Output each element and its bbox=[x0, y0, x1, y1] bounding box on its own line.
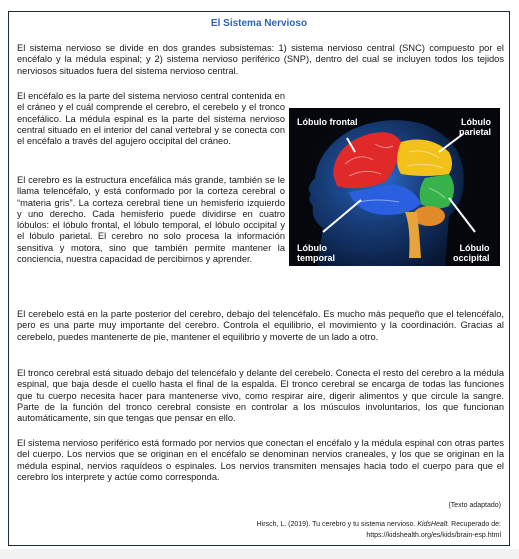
paragraph-tronco-cerebral: El tronco cerebral está situado debajo del telencéfalo y delante del cerebelo. Conecta el resto del cerebro a la médula espinal, que baja desde el cuello hasta el final de la espalda. El tronco cerebral se encarga de todas las funciones que tu cuerpo necesita hacer para mantenerse vivo, como respirar aire, digerir alimentos y que circule la sangre. Parte de la función del tronco cerebral consiste en controlar a los músculos involuntarios, los que funcionan automáticamente, sin que tengas que pensar en ello. bbox=[17, 368, 504, 424]
paragraph-intro: El sistema nervioso se divide en dos grandes subsistemas: 1) sistema nervioso central (SNC) compuesto por el encéfalo y la médula espinal; y 2) sistema nervioso periférico (SNP), dentro del cual se incluyen todos los tejidos nerviosos situados fuera del sistema nervioso central. bbox=[17, 43, 504, 76]
citation-line-1 bbox=[257, 519, 501, 530]
label-temporal-line-2: temporal bbox=[297, 253, 336, 263]
label-parietal-line-2: parietal bbox=[459, 127, 492, 137]
citation-publisher: KidsHealt. bbox=[417, 521, 450, 528]
label-occipital-line-2: occipital bbox=[453, 253, 490, 263]
label-occipital-line-1: Lóbulo bbox=[459, 243, 490, 253]
citation-url: https://kidshealth.org/es/kids/brain-esp.html bbox=[366, 532, 501, 539]
paragraph-encefalo: El encéfalo es la parte del sistema nervioso central contenida en el cráneo y el cuál comprende el cerebro, el cerebelo y el tronco encefálico. La médula espinal es la parte del sistema nervioso central situado en el interior del canal vertebral y se conecta con el encéfalo a través del agujero occipital del cráneo. bbox=[17, 91, 285, 147]
brain-lobes-figure bbox=[289, 108, 500, 266]
label-parietal-line-1: Lóbulo bbox=[461, 117, 492, 127]
page-title: El Sistema Nervioso bbox=[210, 18, 308, 29]
citation bbox=[257, 519, 501, 541]
citation-retrieved: Recuperado de: bbox=[451, 521, 501, 528]
label-lobulo-temporal bbox=[297, 243, 335, 263]
paragraph-cerebelo: El cerebelo está en la parte posterior del cerebro, debajo del telencéfalo. Es mucho más pequeño que el telencéfalo, pero es una parte muy importante del cerebro. Controla el equilibrio, el movimiento y la coordinación. Gracias al cerebelo, puedes mantenerte de pie, mantener el equilibrio y moverte de un lado a otro. bbox=[17, 309, 504, 342]
label-lobulo-frontal: Lóbulo frontal bbox=[297, 117, 358, 127]
citation-text: Hirsch, L. (2019). Tu cerebro y tu sistema nervioso. bbox=[256, 521, 416, 528]
label-temporal-line-1: Lóbulo bbox=[297, 243, 327, 253]
label-lobulo-occipital bbox=[453, 243, 490, 263]
adapted-note: (Texto adaptado) bbox=[448, 502, 501, 509]
page-bottom-strip bbox=[0, 549, 519, 559]
label-lobulo-parietal bbox=[459, 117, 491, 137]
reading-card bbox=[8, 11, 510, 546]
paragraph-snp: El sistema nervioso periférico está formado por nervios que conectan el encéfalo y la médula espinal con otras partes del cuerpo. Los nervios que se originan en el encéfalo se denominan nervios craneales, y los que se originan en la médula espinal, nervios raquídeos o espinales. Los nervios transmiten mensajes hacia todo el cuerpo para que el cerebro los interprete y actúe como corresponda. bbox=[17, 438, 504, 482]
paragraph-cerebro: El cerebro es la estructura encefálica más grande, también se le llama telencéfalo, y está conformado por la corteza cerebral o “materia gris”. La corteza cerebral tiene un hemisferio izquierdo y uno derecho. Cada hemisferio puede dividirse en cuatro lóbulos: el lóbulo frontal, el lóbulo temporal, el lóbulo occipital y el lóbulo parietal. El cerebro no solo procesa la información sensitiva y motora, sino que también permite mantener la conciencia, nuestra capacidad de percibirnos y aprender. bbox=[17, 175, 285, 265]
